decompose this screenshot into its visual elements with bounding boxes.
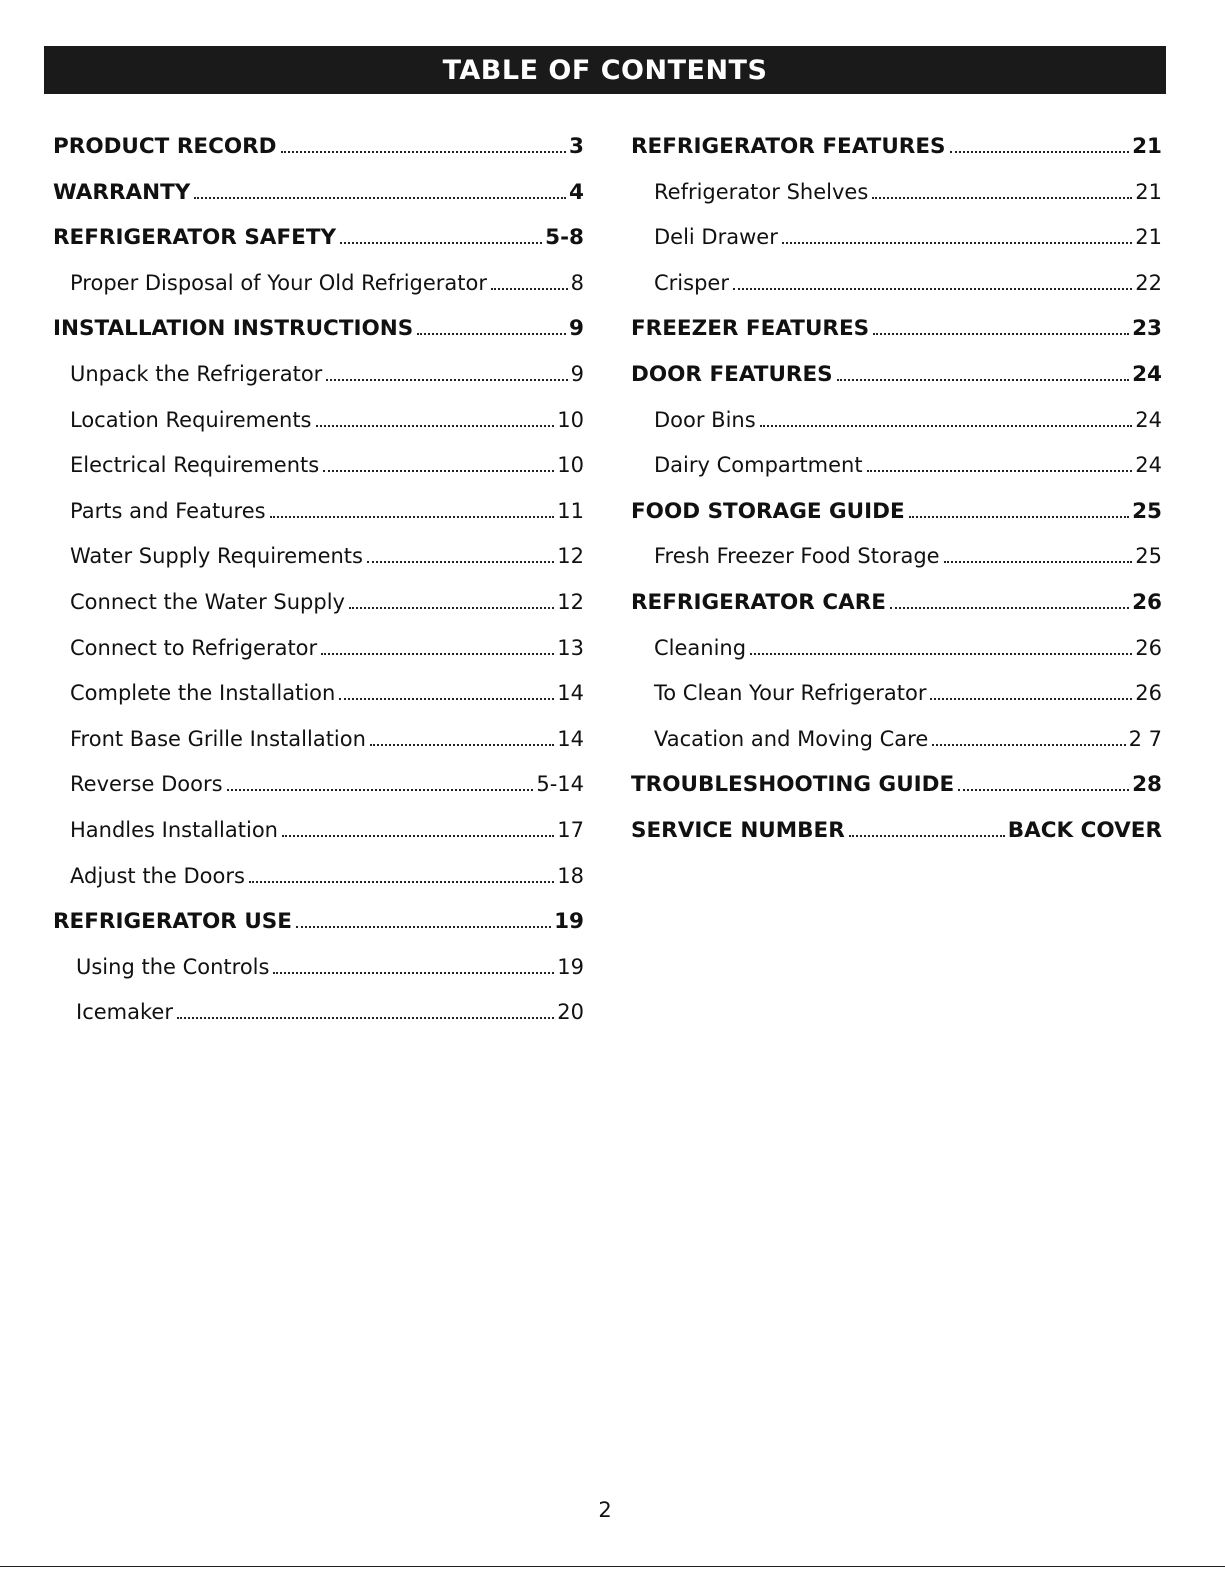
dot-leader bbox=[370, 744, 554, 746]
toc-entry-page: 11 bbox=[557, 498, 584, 523]
toc-section-entry[interactable] bbox=[631, 808, 1162, 854]
toc-entry-page: 8 bbox=[570, 270, 584, 295]
toc-subsection-entry[interactable] bbox=[53, 717, 584, 763]
toc-subsection-entry[interactable] bbox=[53, 261, 584, 307]
toc-entry-label: Refrigerator Shelves bbox=[654, 179, 869, 204]
dot-leader bbox=[782, 242, 1132, 244]
dot-leader bbox=[958, 789, 1129, 791]
dot-leader bbox=[733, 288, 1132, 290]
toc-entry-page: 4 bbox=[569, 179, 584, 205]
bottom-rule bbox=[0, 1566, 1225, 1567]
toc-entry-label: DOOR FEATURES bbox=[631, 361, 833, 387]
toc-entry-page: 13 bbox=[557, 635, 584, 660]
toc-entry-label: Cleaning bbox=[654, 635, 747, 660]
toc-subsection-entry[interactable] bbox=[631, 717, 1162, 763]
toc-entry-label: Unpack the Refrigerator bbox=[70, 361, 323, 386]
toc-entry-page: 24 bbox=[1135, 453, 1162, 478]
toc-section-entry[interactable] bbox=[631, 352, 1162, 398]
dot-leader bbox=[273, 972, 554, 974]
toc-subsection-entry[interactable] bbox=[631, 170, 1162, 216]
toc-entry-page: 24 bbox=[1132, 361, 1162, 387]
toc-entry-page: 17 bbox=[557, 817, 584, 842]
toc-entry-page: 21 bbox=[1135, 225, 1162, 250]
dot-leader bbox=[750, 653, 1132, 655]
dot-leader bbox=[932, 744, 1125, 746]
dot-leader bbox=[944, 561, 1133, 563]
toc-entry-label: Handles Installation bbox=[70, 817, 278, 842]
toc-entry-label: Fresh Freezer Food Storage bbox=[654, 544, 940, 569]
toc-entry-page: 25 bbox=[1135, 544, 1162, 569]
dot-leader bbox=[282, 835, 554, 837]
toc-entry-page: 20 bbox=[557, 1000, 584, 1025]
toc-entry-page: 2 7 bbox=[1128, 726, 1162, 751]
toc-entry-page: 19 bbox=[557, 954, 584, 979]
dot-leader bbox=[837, 379, 1129, 381]
toc-entry-label: Crisper bbox=[654, 270, 729, 295]
toc-entry-page: 22 bbox=[1135, 270, 1162, 295]
toc-entry-page: 25 bbox=[1132, 498, 1162, 524]
toc-entry-label: Deli Drawer bbox=[654, 225, 778, 250]
toc-entry-page: 14 bbox=[557, 726, 584, 751]
dot-leader bbox=[340, 242, 542, 244]
toc-entry-page: 10 bbox=[557, 407, 584, 432]
toc-entry-page: 26 bbox=[1135, 681, 1162, 706]
page-number: 2 bbox=[598, 1498, 612, 1522]
toc-section-entry[interactable] bbox=[631, 489, 1162, 535]
toc-entry-page: 12 bbox=[557, 544, 584, 569]
dot-leader bbox=[367, 561, 554, 563]
toc-subsection-entry[interactable] bbox=[53, 854, 584, 900]
dot-leader bbox=[326, 379, 567, 381]
toc-subsection-entry[interactable] bbox=[631, 398, 1162, 444]
dot-leader bbox=[872, 197, 1132, 199]
toc-subsection-entry[interactable] bbox=[631, 626, 1162, 672]
toc-entry-label: Reverse Doors bbox=[70, 772, 223, 797]
toc-entry-page: 9 bbox=[569, 316, 584, 342]
toc-entry-label: Icemaker bbox=[76, 1000, 173, 1025]
toc-entry-page: 28 bbox=[1132, 772, 1162, 798]
dot-leader bbox=[321, 653, 554, 655]
toc-entry-page: 14 bbox=[557, 681, 584, 706]
toc-entry-page: 19 bbox=[554, 909, 584, 935]
dot-leader bbox=[930, 698, 1132, 700]
toc-entry-label: Vacation and Moving Care bbox=[654, 726, 929, 751]
dot-leader bbox=[270, 516, 555, 518]
toc-header-bar bbox=[44, 46, 1166, 94]
toc-entry-label: Door Bins bbox=[654, 407, 756, 432]
toc-entry-page: 9 bbox=[570, 361, 584, 386]
dot-leader bbox=[349, 607, 554, 609]
toc-entry-page: 21 bbox=[1132, 134, 1162, 159]
toc-entry-label: Location Requirements bbox=[70, 407, 312, 432]
toc-entry-page: 21 bbox=[1135, 179, 1162, 204]
toc-entry-page: 23 bbox=[1132, 316, 1162, 342]
toc-entry-label: Dairy Compartment bbox=[654, 453, 863, 478]
toc-subsection-entry[interactable] bbox=[53, 352, 584, 398]
dot-leader bbox=[491, 288, 568, 290]
toc-subsection-entry[interactable] bbox=[53, 990, 584, 1036]
toc-subsection-entry[interactable] bbox=[53, 671, 584, 717]
toc-entry-label: Adjust the Doors bbox=[70, 863, 245, 888]
toc-entry-label: FOOD STORAGE GUIDE bbox=[631, 498, 905, 524]
dot-leader bbox=[249, 881, 554, 883]
toc-entry-label: REFRIGERATOR FEATURES bbox=[631, 134, 946, 159]
toc-entry-page: 12 bbox=[557, 589, 584, 614]
toc-section-entry[interactable] bbox=[53, 215, 584, 261]
toc-entry-label: REFRIGERATOR CARE bbox=[631, 589, 886, 615]
dot-leader bbox=[760, 425, 1133, 427]
toc-entry-label: Connect the Water Supply bbox=[70, 589, 345, 614]
toc-section-entry[interactable] bbox=[631, 124, 1162, 170]
toc-entry-label: FREEZER FEATURES bbox=[631, 316, 870, 342]
toc-entry-page: 24 bbox=[1135, 407, 1162, 432]
toc-section-entry[interactable] bbox=[53, 170, 584, 216]
dot-leader bbox=[867, 470, 1133, 472]
toc-entry-label: Front Base Grille Installation bbox=[70, 726, 366, 751]
toc-subsection-entry[interactable] bbox=[631, 671, 1162, 717]
toc-left-column bbox=[53, 124, 584, 1036]
toc-section-entry[interactable] bbox=[631, 306, 1162, 352]
toc-entry-label: WARRANTY bbox=[53, 179, 191, 205]
toc-entry-label: Using the Controls bbox=[76, 954, 270, 979]
dot-leader bbox=[873, 333, 1129, 335]
toc-subsection-entry[interactable] bbox=[631, 215, 1162, 261]
toc-entry-page: 3 bbox=[569, 134, 584, 159]
toc-entry-label: To Clean Your Refrigerator bbox=[654, 681, 927, 706]
dot-leader bbox=[323, 470, 554, 472]
toc-entry-page: 18 bbox=[557, 863, 584, 888]
toc-entry-page: 26 bbox=[1132, 589, 1162, 615]
toc-entry-label: REFRIGERATOR USE bbox=[53, 909, 292, 935]
toc-entry-label: Parts and Features bbox=[70, 498, 266, 523]
dot-leader bbox=[417, 333, 566, 335]
toc-section-entry[interactable] bbox=[53, 124, 584, 170]
toc-subsection-entry[interactable] bbox=[53, 443, 584, 489]
toc-section-entry[interactable] bbox=[631, 580, 1162, 626]
toc-subsection-entry[interactable] bbox=[53, 534, 584, 580]
toc-entry-label: SERVICE NUMBER bbox=[631, 817, 845, 843]
toc-entry-page: BACK COVER bbox=[1007, 817, 1162, 843]
toc-entry-label: Complete the Installation bbox=[70, 681, 336, 706]
dot-leader bbox=[950, 151, 1130, 153]
toc-entry-label: Electrical Requirements bbox=[70, 453, 320, 478]
dot-leader bbox=[849, 835, 1005, 837]
page-title: TABLE OF CONTENTS bbox=[442, 54, 768, 86]
dot-leader bbox=[890, 607, 1129, 609]
toc-subsection-entry[interactable] bbox=[53, 580, 584, 626]
toc-entry-page: 5-14 bbox=[536, 772, 584, 797]
toc-entry-page: 26 bbox=[1135, 635, 1162, 660]
toc-entry-label: Water Supply Requirements bbox=[70, 544, 363, 569]
dot-leader bbox=[177, 1017, 554, 1019]
toc-subsection-entry[interactable] bbox=[53, 489, 584, 535]
toc-entry-label: REFRIGERATOR SAFETY bbox=[53, 225, 337, 251]
toc-entry-label: Connect to Refrigerator bbox=[70, 635, 318, 660]
toc-entry-page: 10 bbox=[557, 453, 584, 478]
dot-leader bbox=[227, 789, 534, 791]
toc-section-entry[interactable] bbox=[631, 762, 1162, 808]
toc-entry-page: 5-8 bbox=[545, 225, 584, 251]
dot-leader bbox=[339, 698, 554, 700]
toc-subsection-entry[interactable] bbox=[631, 261, 1162, 307]
toc-subsection-entry[interactable] bbox=[53, 626, 584, 672]
toc-entry-label: Proper Disposal of Your Old Refrigerator bbox=[70, 270, 488, 295]
toc-section-entry[interactable] bbox=[53, 899, 584, 945]
dot-leader bbox=[281, 151, 567, 153]
dot-leader bbox=[296, 926, 551, 928]
toc-subsection-entry[interactable] bbox=[53, 945, 584, 991]
dot-leader bbox=[909, 516, 1129, 518]
toc-section-entry[interactable] bbox=[53, 306, 584, 352]
toc-subsection-entry[interactable] bbox=[53, 808, 584, 854]
toc-subsection-entry[interactable] bbox=[631, 534, 1162, 580]
dot-leader bbox=[194, 197, 566, 199]
toc-subsection-entry[interactable] bbox=[53, 762, 584, 808]
toc-entry-label: INSTALLATION INSTRUCTIONS bbox=[53, 316, 414, 342]
toc-entry-label: PRODUCT RECORD bbox=[53, 134, 277, 159]
dot-leader bbox=[316, 425, 555, 427]
toc-subsection-entry[interactable] bbox=[53, 398, 584, 444]
toc-subsection-entry[interactable] bbox=[631, 443, 1162, 489]
toc-entry-label: TROUBLESHOOTING GUIDE bbox=[631, 772, 955, 798]
toc-right-column bbox=[631, 124, 1162, 854]
